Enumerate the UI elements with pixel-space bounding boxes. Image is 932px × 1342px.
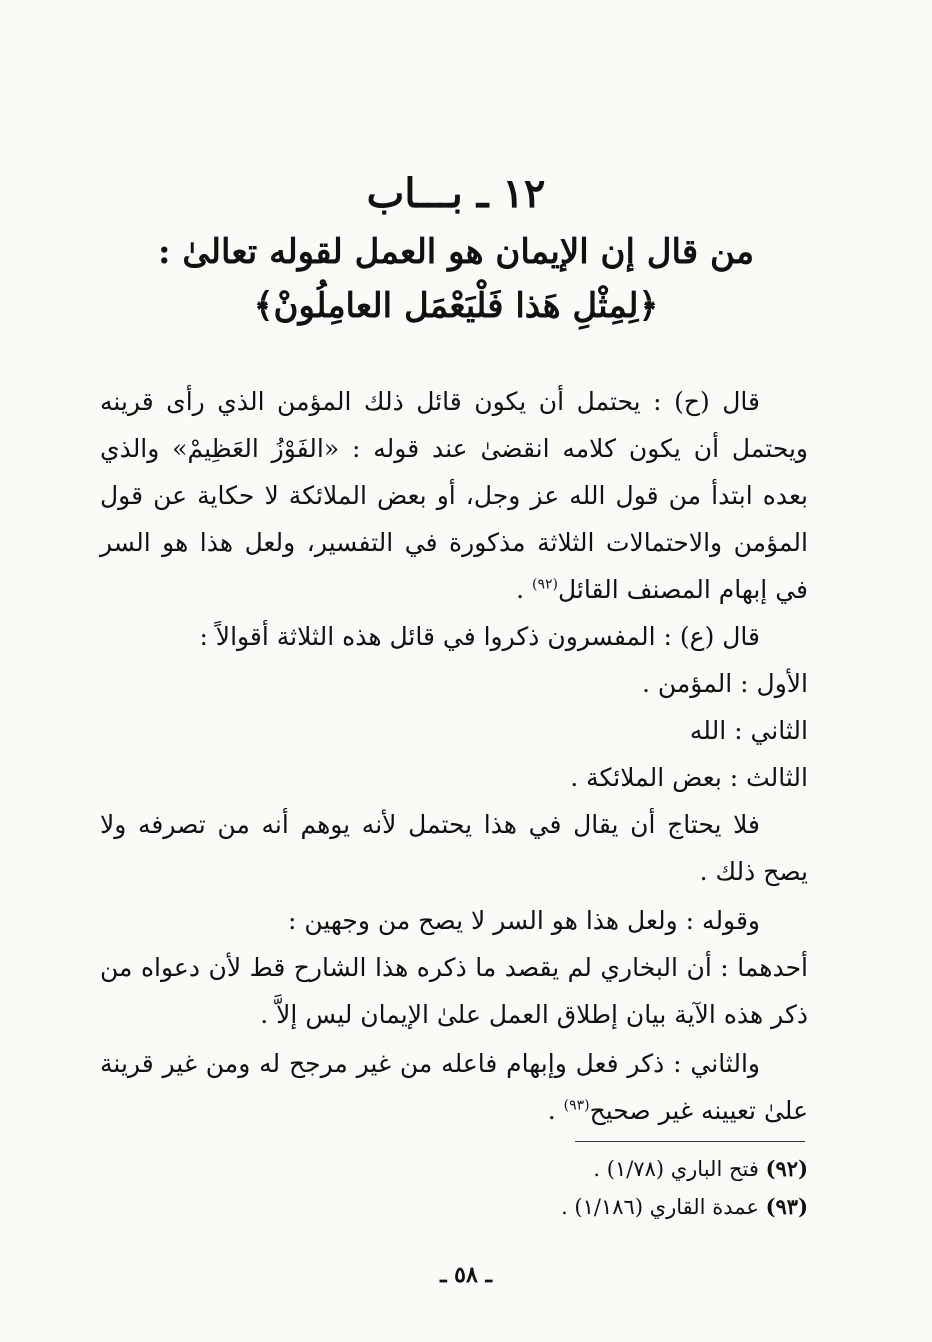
- paragraph: الثالث : بعض الملائكة .: [570, 763, 808, 792]
- footnote-divider: [575, 1141, 805, 1142]
- page-number: ـ ٥٨ ـ: [440, 1262, 492, 1288]
- footnote-ref: (٩٣): [563, 1097, 590, 1114]
- paragraph-end: .: [516, 575, 533, 604]
- paragraph-text: والثاني : ذكر فعل وإبهام فاعله من غير مرجح له ومن غير قرينة علىٰ تعيينه غير صحيح: [100, 1049, 808, 1125]
- footnote-text: فتح الباري (١/٧٨) .: [593, 1157, 766, 1181]
- paragraph: فلا يحتاج أن يقال في هذا يحتمل لأنه يوهم أنه من تصرفه ولا يصح ذلك .: [100, 810, 808, 886]
- footnote-text: عمدة القاري (١/١٨٦) .: [561, 1195, 766, 1219]
- footnote: [400, 1188, 808, 1226]
- paragraph: [100, 1040, 808, 1134]
- chapter-title: من قال إن الإيمان هو العمل لقوله تعالىٰ :: [157, 232, 755, 272]
- footnotes: [400, 1150, 808, 1226]
- footnote-ref: (٩٢): [532, 576, 558, 593]
- paragraph: أحدهما : أن البخاري لم يقصد ما ذكره هذا الشارح قط لأن دعواه من ذكر هذه الآية بيان إطلاق العمل علىٰ الإيمان ليس إلاَّ .: [100, 953, 808, 1029]
- footnote-number: (٩٢): [765, 1156, 808, 1181]
- body-text: [100, 378, 808, 1134]
- paragraph-text: قال (ح) : يحتمل أن يكون قائل ذلك المؤمن الذي رأى قرينه ويحتمل أن يكون كلامه انقضىٰ عند قوله : «الفَوْزُ العَظِيمْ» والذي بعده ابتدأ من قول الله عز وجل، أو بعض الملائكة لا حكاية عن قول المؤمن والاحتمالات الثلاثة مذكورة في التفسير، ولعل هذا هو السر في إبهام المصنف القائل: [100, 387, 808, 604]
- quran-verse-heading: ﴿لِمِثْلِ هَذا فَلْيَعْمَل العامِلُونْ﴾: [253, 286, 659, 326]
- paragraph: الثاني : الله: [689, 716, 808, 745]
- paragraph: الأول : المؤمن .: [641, 669, 808, 698]
- footnote-number: (٩٣): [765, 1194, 808, 1219]
- paragraph: [100, 378, 808, 613]
- chapter-heading: ١٢ ـ بـــاب: [366, 170, 546, 217]
- paragraph: قال (ع) : المفسرون ذكروا في قائل هذه الثلاثة أقوالاً :: [199, 622, 760, 651]
- paragraph-end: .: [547, 1096, 564, 1125]
- footnote: [400, 1150, 808, 1188]
- paragraph: وقوله : ولعل هذا هو السر لا يصح من وجهين :: [287, 906, 760, 935]
